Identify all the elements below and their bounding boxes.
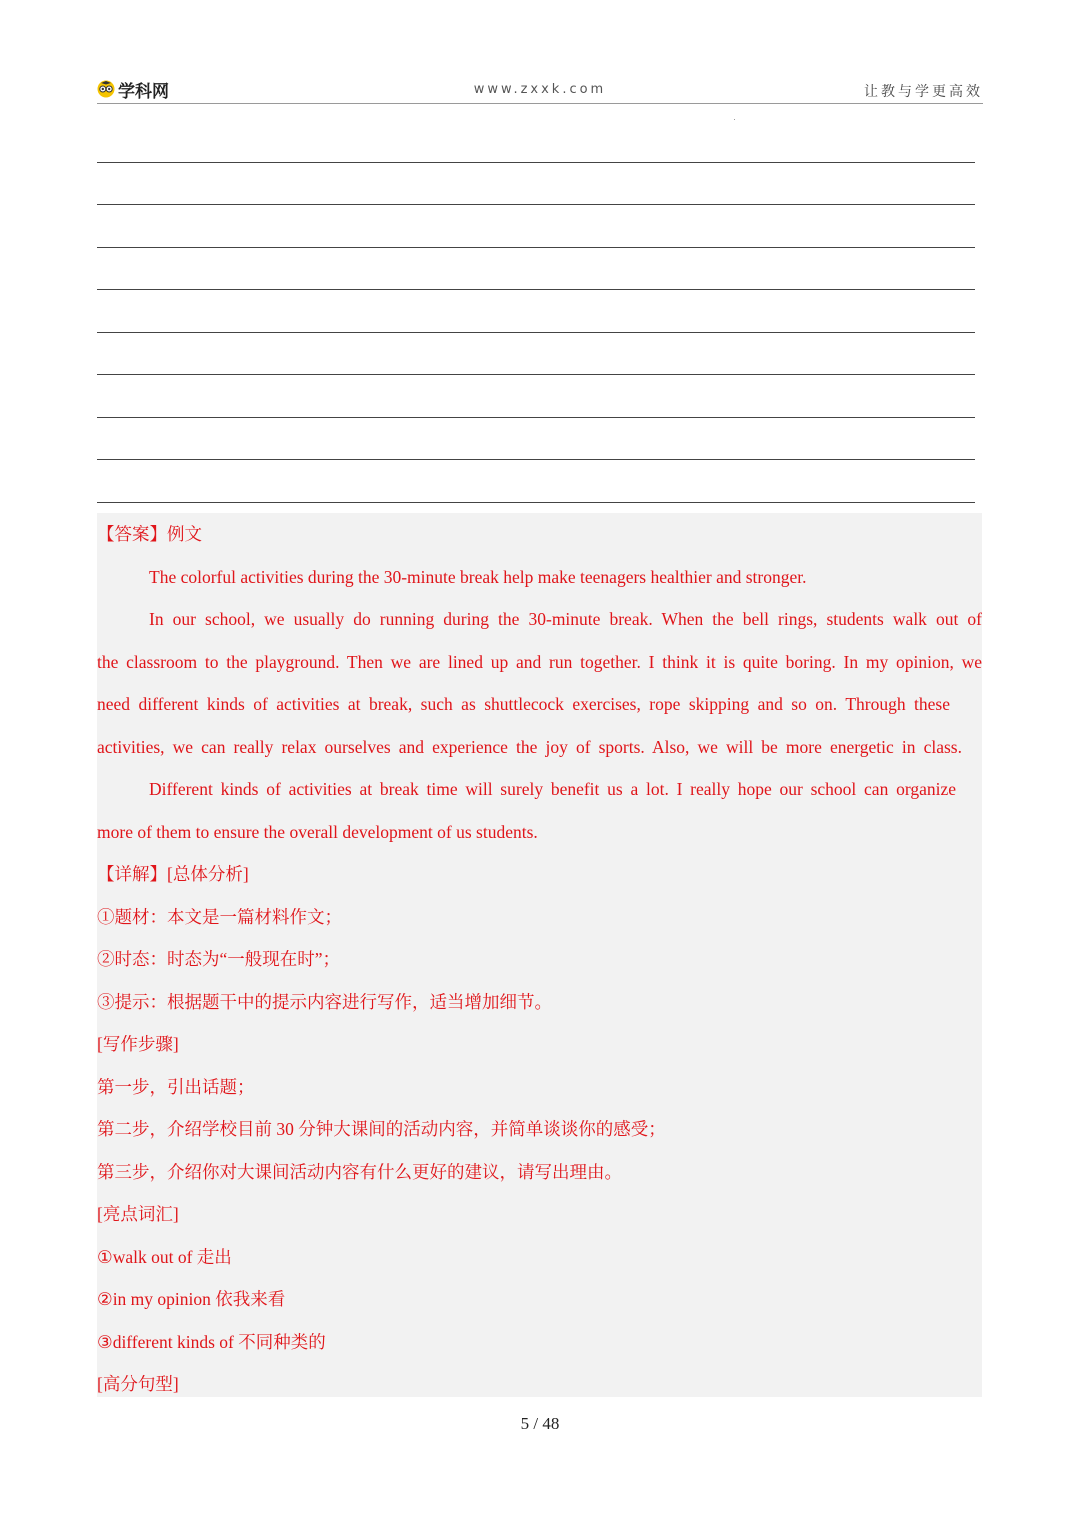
site-url: www.zxxk.com (473, 82, 607, 97)
analysis-hint: ③提示：根据题干中的提示内容进行写作，适当增加细节。 (97, 991, 552, 1012)
essay-paragraph-2-line-1: Different kinds of activities at break time will surely benefit us a lot. I really hope our school can organize (149, 779, 956, 799)
writing-lines (97, 120, 975, 503)
page-number: 5 / 48 (520, 1414, 560, 1433)
vocab-item-3: ③different kinds of 不同种类的 (97, 1331, 326, 1352)
writing-line (97, 460, 975, 503)
analysis-topic: ①题材：本文是一篇材料作文； (97, 906, 342, 927)
writing-line (97, 248, 975, 291)
analysis-label: 【详解】[总体分析] (97, 864, 249, 884)
logo-text: 学科网 (118, 81, 169, 102)
steps-label: [写作步骤] (97, 1034, 179, 1054)
writing-line (97, 418, 975, 461)
header-slogan: 让教与学更高效 (864, 84, 983, 100)
step-2: 第二步，介绍学校目前 30 分钟大课间的活动内容，并简单谈谈你的感受； (97, 1119, 666, 1139)
essay-paragraph-2-line-2: more of them to ensure the overall development of us students. (97, 821, 538, 842)
writing-line (97, 120, 975, 163)
step-3: 第三步，介绍你对大课间活动内容有什么更好的建议，请写出理由。 (97, 1161, 622, 1182)
writing-line (97, 333, 975, 376)
vocab-item-1: ①walk out of 走出 (97, 1246, 232, 1267)
analysis-tense: ②时态：时态为“一般现在时”； (97, 949, 341, 969)
writing-line (97, 163, 975, 206)
essay-paragraph-1-line-1: In our school, we usually do running during the 30-minute break. When the bell rings, students walk out of (149, 609, 982, 629)
writing-line (97, 290, 975, 333)
vocab-item-2: ②in my opinion 依我来看 (97, 1289, 286, 1309)
essay-paragraph-1-line-3: need different kinds of activities at break, such as shuttlecock exercises, rope skipping and so on. Through these (97, 694, 950, 714)
answer-section (97, 513, 982, 1406)
step-1: 第一步，引出话题； (97, 1076, 255, 1097)
essay-paragraph-1-line-4: activities, we can really relax ourselves and experience the joy of sports. Also, we will be more energetic in class. (97, 736, 962, 757)
essay-paragraph-1-line-2: the classroom to the playground. Then we are lined up and run together. I think it is quite boring. In my opinion, we (97, 651, 982, 672)
writing-line (97, 375, 975, 418)
answer-label: 【答案】例文 (97, 524, 202, 544)
sentence-label: [高分句型] (97, 1374, 179, 1394)
writing-line (97, 205, 975, 248)
page-header (97, 76, 983, 104)
vocab-label: [亮点词汇] (97, 1204, 179, 1224)
essay-title: The colorful activities during the 30-minute break help make teenagers healthier and stronger. (149, 566, 807, 587)
